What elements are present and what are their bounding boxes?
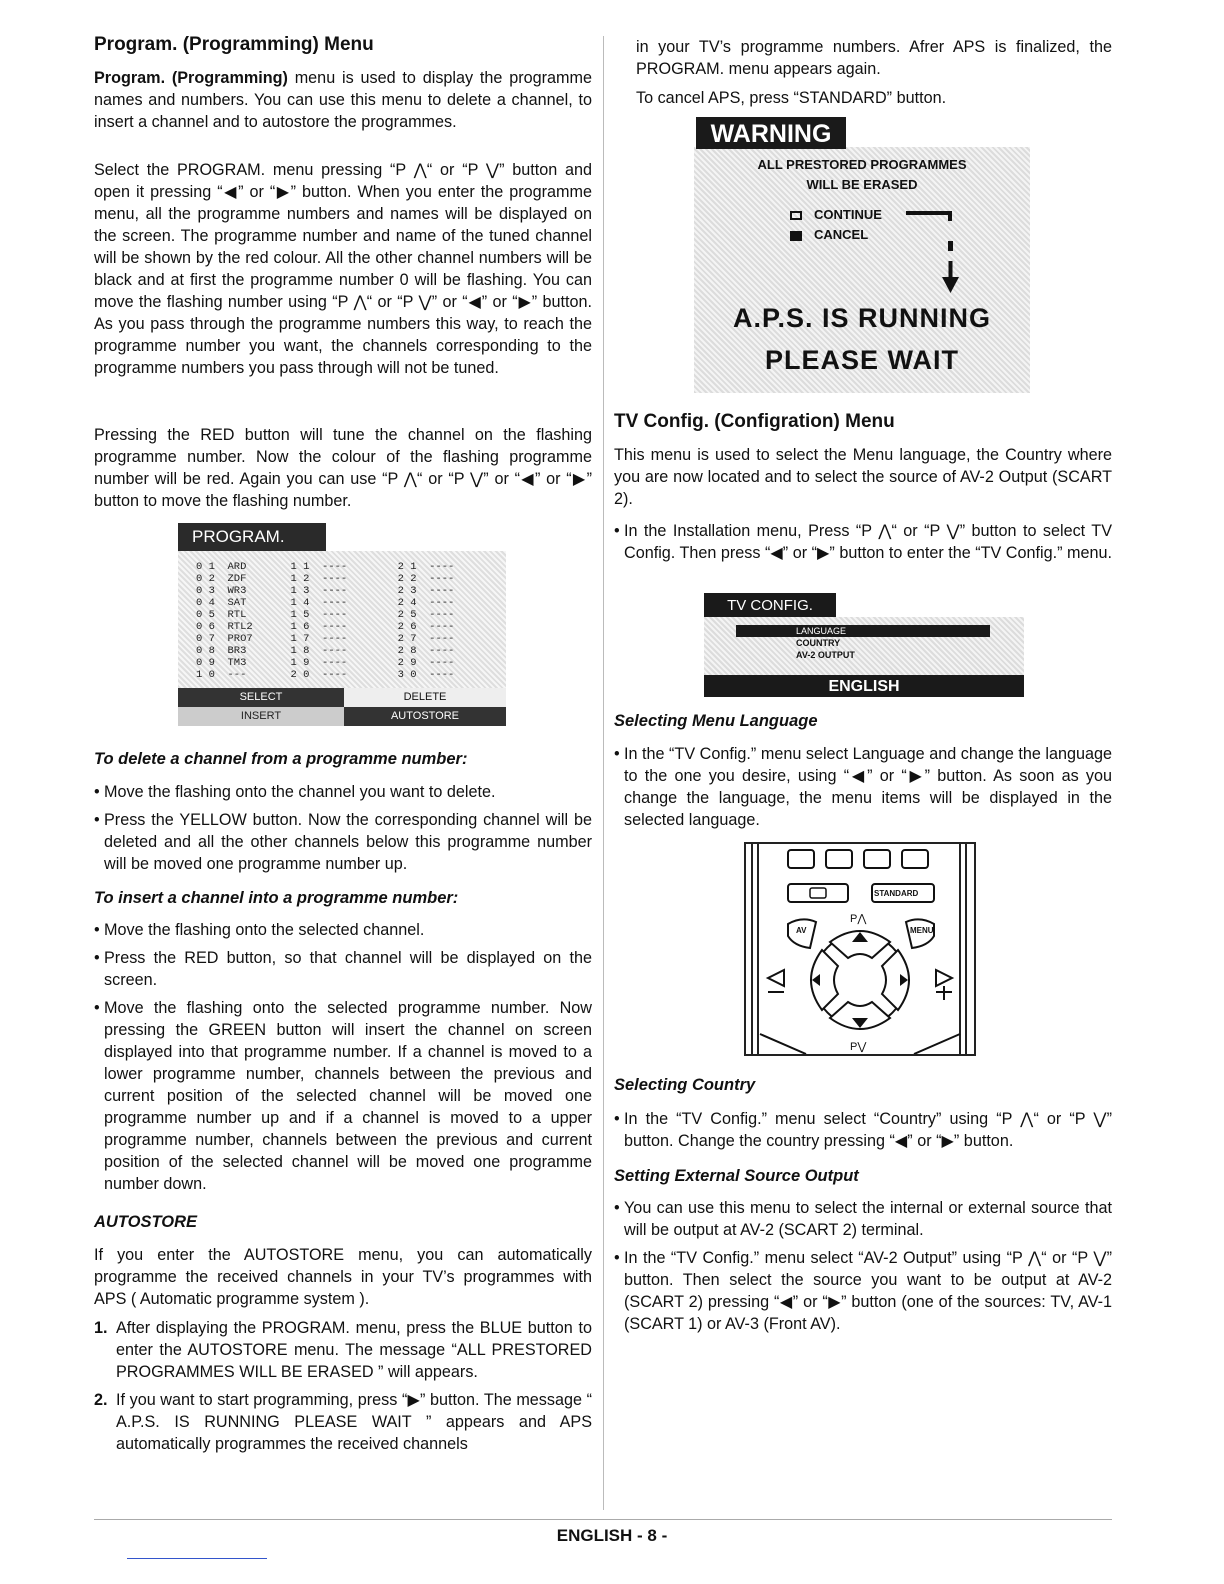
remote-frame-icon bbox=[746, 844, 974, 1054]
step-item bbox=[94, 1317, 592, 1383]
ext-list bbox=[614, 1197, 1112, 1335]
step-item bbox=[94, 1389, 592, 1455]
step-text: After displaying the PROGRAM. menu, press the BLUE button to enter the AUTOSTORE menu. The message “ALL PRESTORED PROGRAMMES WILL BE ERASED ” will appears. bbox=[116, 1319, 592, 1381]
delete-section-title: To delete a channel from a programme number: bbox=[94, 750, 468, 768]
continue-key-icon bbox=[790, 211, 802, 220]
program-buttons bbox=[178, 688, 506, 726]
remote-control-illustration bbox=[744, 842, 976, 1056]
footer-divider bbox=[94, 1519, 1112, 1520]
program-row: 0 4 SAT 1 4 ---- 2 4 ---- bbox=[196, 597, 455, 609]
tv-config-list bbox=[614, 520, 1112, 564]
warning-message bbox=[694, 155, 1030, 195]
select-button[interactable]: SELECT bbox=[178, 688, 344, 707]
country-section-title: Selecting Country bbox=[614, 1076, 756, 1094]
program-grid bbox=[178, 551, 506, 693]
country-list bbox=[614, 1108, 1112, 1152]
list-item: • Move the flashing onto the selected programme number. Now pressing the GREEN button will insert the channel on screen displayed into that programme number. If a channel is moved to a lower programme number, channels between the previous and current position of the selected channel will be moved one programme number up and if a channel is moved to a upper programme number, channels between the previous and current position of the selected channel will be moved one programme number down. bbox=[94, 997, 592, 1195]
insert-list bbox=[94, 919, 592, 1195]
menu-button[interactable]: MENU bbox=[910, 926, 934, 935]
program-menu-title: Program. (Programming) Menu bbox=[94, 34, 374, 55]
autostore-button[interactable]: AUTOSTORE bbox=[344, 707, 506, 726]
autostore-steps bbox=[94, 1317, 592, 1455]
warning-options bbox=[790, 205, 882, 245]
insert-button[interactable]: INSERT bbox=[178, 707, 344, 726]
autostore-text: If you enter the AUTOSTORE menu, you can automatically programme the received channels in your TV’s programmes with APS ( Automatic programme system ). bbox=[94, 1246, 592, 1308]
program-screen bbox=[178, 523, 506, 735]
program-row: 1 0 --- 2 0 ---- 3 0 ---- bbox=[196, 669, 455, 681]
step-text: If you want to start programming, press “▶” button. The message “ A.P.S. IS RUNNING PLEASE WAIT ” appears and APS automatically programmes the received channels bbox=[116, 1391, 592, 1453]
program-select-text: Select the PROGRAM. menu pressing “P ⋀“ or “P ⋁” button and open it pressing “◀” or “▶” button. When you enter the programme menu, all the programme numbers and names will be displayed on the screen. The programme number and name of the tuned channel will be shown by the red colour. All the other channel numbers will be black and at first the programme number 0 will be flashing. You can move the flashing number using “P ⋀“ or “P ⋁” or “◀” or “▶” button. As you pass through the programme numbers this way, to reach the programme number you want, the channels corresponding to the programme numbers you pass through will not be tuned. bbox=[94, 161, 592, 377]
tv-config-header: TV CONFIG. bbox=[704, 593, 836, 617]
tv-config-menu bbox=[704, 617, 1024, 675]
language-value: ENGLISH bbox=[704, 675, 1024, 697]
aps-running-line-2: PLEASE WAIT bbox=[764, 345, 959, 375]
step-number: 1. bbox=[94, 1319, 108, 1337]
program-intro-text: menu is used to display the programme names and numbers. You can use this menu to delete a channel, to insert a channel and to autostore the programmes. bbox=[94, 69, 592, 131]
list-item: • Press the RED button, so that channel will be displayed on the screen. bbox=[94, 947, 592, 991]
footer-link-underline bbox=[127, 1558, 267, 1559]
continue-label: CONTINUE bbox=[814, 207, 882, 222]
warning-header: WARNING bbox=[696, 117, 846, 149]
list-item: • Move the flashing onto the selected channel. bbox=[94, 919, 592, 941]
standard-button[interactable]: STANDARD bbox=[874, 889, 919, 898]
cancel-aps-text: To cancel APS, press “STANDARD” button. bbox=[636, 89, 947, 107]
warning-screen bbox=[694, 117, 1030, 393]
delete-button[interactable]: DELETE bbox=[344, 688, 506, 707]
list-item: • In the Installation menu, Press “P ⋀“ or “P ⋁” button to select TV Config. Then press “◀” or “▶” button to enter the “TV Config.” menu. bbox=[614, 520, 1112, 564]
step-number: 2. bbox=[94, 1391, 108, 1409]
cancel-key-icon bbox=[790, 231, 802, 241]
ext-section-title: Setting External Source Output bbox=[614, 1167, 859, 1185]
menu-item-language[interactable]: LANGUAGE bbox=[736, 625, 990, 637]
program-red-text: Pressing the RED button will tune the channel on the flashing programme number. Now the colour of the flashing programme number will be red. Again you can use “P ⋀“ or “P ⋁” or “◀” or “▶” button to move the flashing number. bbox=[94, 426, 592, 510]
tv-config-text: This menu is used to select the Menu language, the Country where you are now located and to select the source of AV-2 Output (SCART 2). bbox=[614, 446, 1112, 508]
cancel-label: CANCEL bbox=[814, 227, 869, 242]
list-item: • Move the flashing onto the channel you want to delete. bbox=[94, 781, 592, 803]
p-down-label: P⋁ bbox=[850, 1041, 867, 1053]
program-row: 0 5 RTL 1 5 ---- 2 5 ---- bbox=[196, 609, 455, 621]
delete-list bbox=[94, 781, 592, 875]
aps-finalized-text: in your TV’s programme numbers. Afrer APS is finalized, the PROGRAM. menu appears again. bbox=[636, 38, 1112, 78]
lang-section-title: Selecting Menu Language bbox=[614, 712, 818, 730]
program-row: 0 2 ZDF 1 2 ---- 2 2 ---- bbox=[196, 573, 455, 585]
program-row: 0 6 RTL2 1 6 ---- 2 6 ---- bbox=[196, 621, 455, 633]
program-screen-header: PROGRAM. bbox=[178, 523, 326, 551]
program-intro-bold: Program. (Programming) bbox=[94, 69, 288, 87]
cancel-option[interactable] bbox=[790, 225, 882, 245]
insert-section-title: To insert a channel into a programme number: bbox=[94, 889, 459, 907]
tv-config-screen bbox=[704, 593, 1024, 699]
program-row: 0 3 WR3 1 3 ---- 2 3 ---- bbox=[196, 585, 455, 597]
aps-running-line-1: A.P.S. IS RUNNING bbox=[732, 303, 992, 333]
warning-line-1: ALL PRESTORED PROGRAMMES bbox=[757, 157, 967, 172]
arrow-down-icon bbox=[904, 209, 964, 295]
lang-list bbox=[614, 743, 1112, 831]
page-footer: ENGLISH - 8 - bbox=[556, 1526, 668, 1545]
list-item: • Press the YELLOW button. Now the corresponding channel will be deleted and all the other channels below this programme number will be moved one programme number up. bbox=[94, 809, 592, 875]
list-item: • In the “TV Config.” menu select Language and change the language to the one you desire, using “◀” or “▶” button. As soon as you change the language, the menu items will be displayed in the selected language. bbox=[614, 743, 1112, 831]
program-row: 0 7 PRO7 1 7 ---- 2 7 ---- bbox=[196, 633, 455, 645]
program-row: 0 1 ARD 1 1 ---- 2 1 ---- bbox=[196, 561, 455, 573]
program-row: 0 9 TM3 1 9 ---- 2 9 ---- bbox=[196, 657, 455, 669]
list-item: • In the “TV Config.” menu select “Country” using “P ⋀“ or “P ⋁” button. Change the country pressing “◀” or “▶” button. bbox=[614, 1108, 1112, 1152]
menu-item-av2-output[interactable]: AV-2 OUTPUT bbox=[796, 650, 855, 660]
continue-option[interactable] bbox=[790, 205, 882, 225]
program-row: 0 8 BR3 1 8 ---- 2 8 ---- bbox=[196, 645, 455, 657]
warning-box bbox=[694, 147, 1030, 393]
av-button[interactable]: AV bbox=[796, 926, 807, 935]
list-item: • In the “TV Config.” menu select “AV-2 Output” using “P ⋀“ or “P ⋁” button. Then select the source you want to be output at AV-2 (SCART 2) pressing “◀” or “▶” button (one of the sources: TV, AV-1 (SCART 1) or AV-3 (Front AV). bbox=[614, 1247, 1112, 1335]
p-up-label: P⋀ bbox=[850, 913, 867, 925]
menu-item-country[interactable]: COUNTRY bbox=[796, 638, 841, 648]
list-item: • You can use this menu to select the internal or external source that will be output at AV-2 (SCART 2) terminal. bbox=[614, 1197, 1112, 1241]
column-divider bbox=[603, 36, 604, 1510]
program-intro bbox=[94, 67, 592, 133]
warning-line-2: WILL BE ERASED bbox=[806, 177, 918, 192]
autostore-title: AUTOSTORE bbox=[94, 1213, 197, 1231]
aps-running-message bbox=[694, 297, 1030, 381]
tv-config-title: TV Config. (Configration) Menu bbox=[614, 411, 895, 432]
